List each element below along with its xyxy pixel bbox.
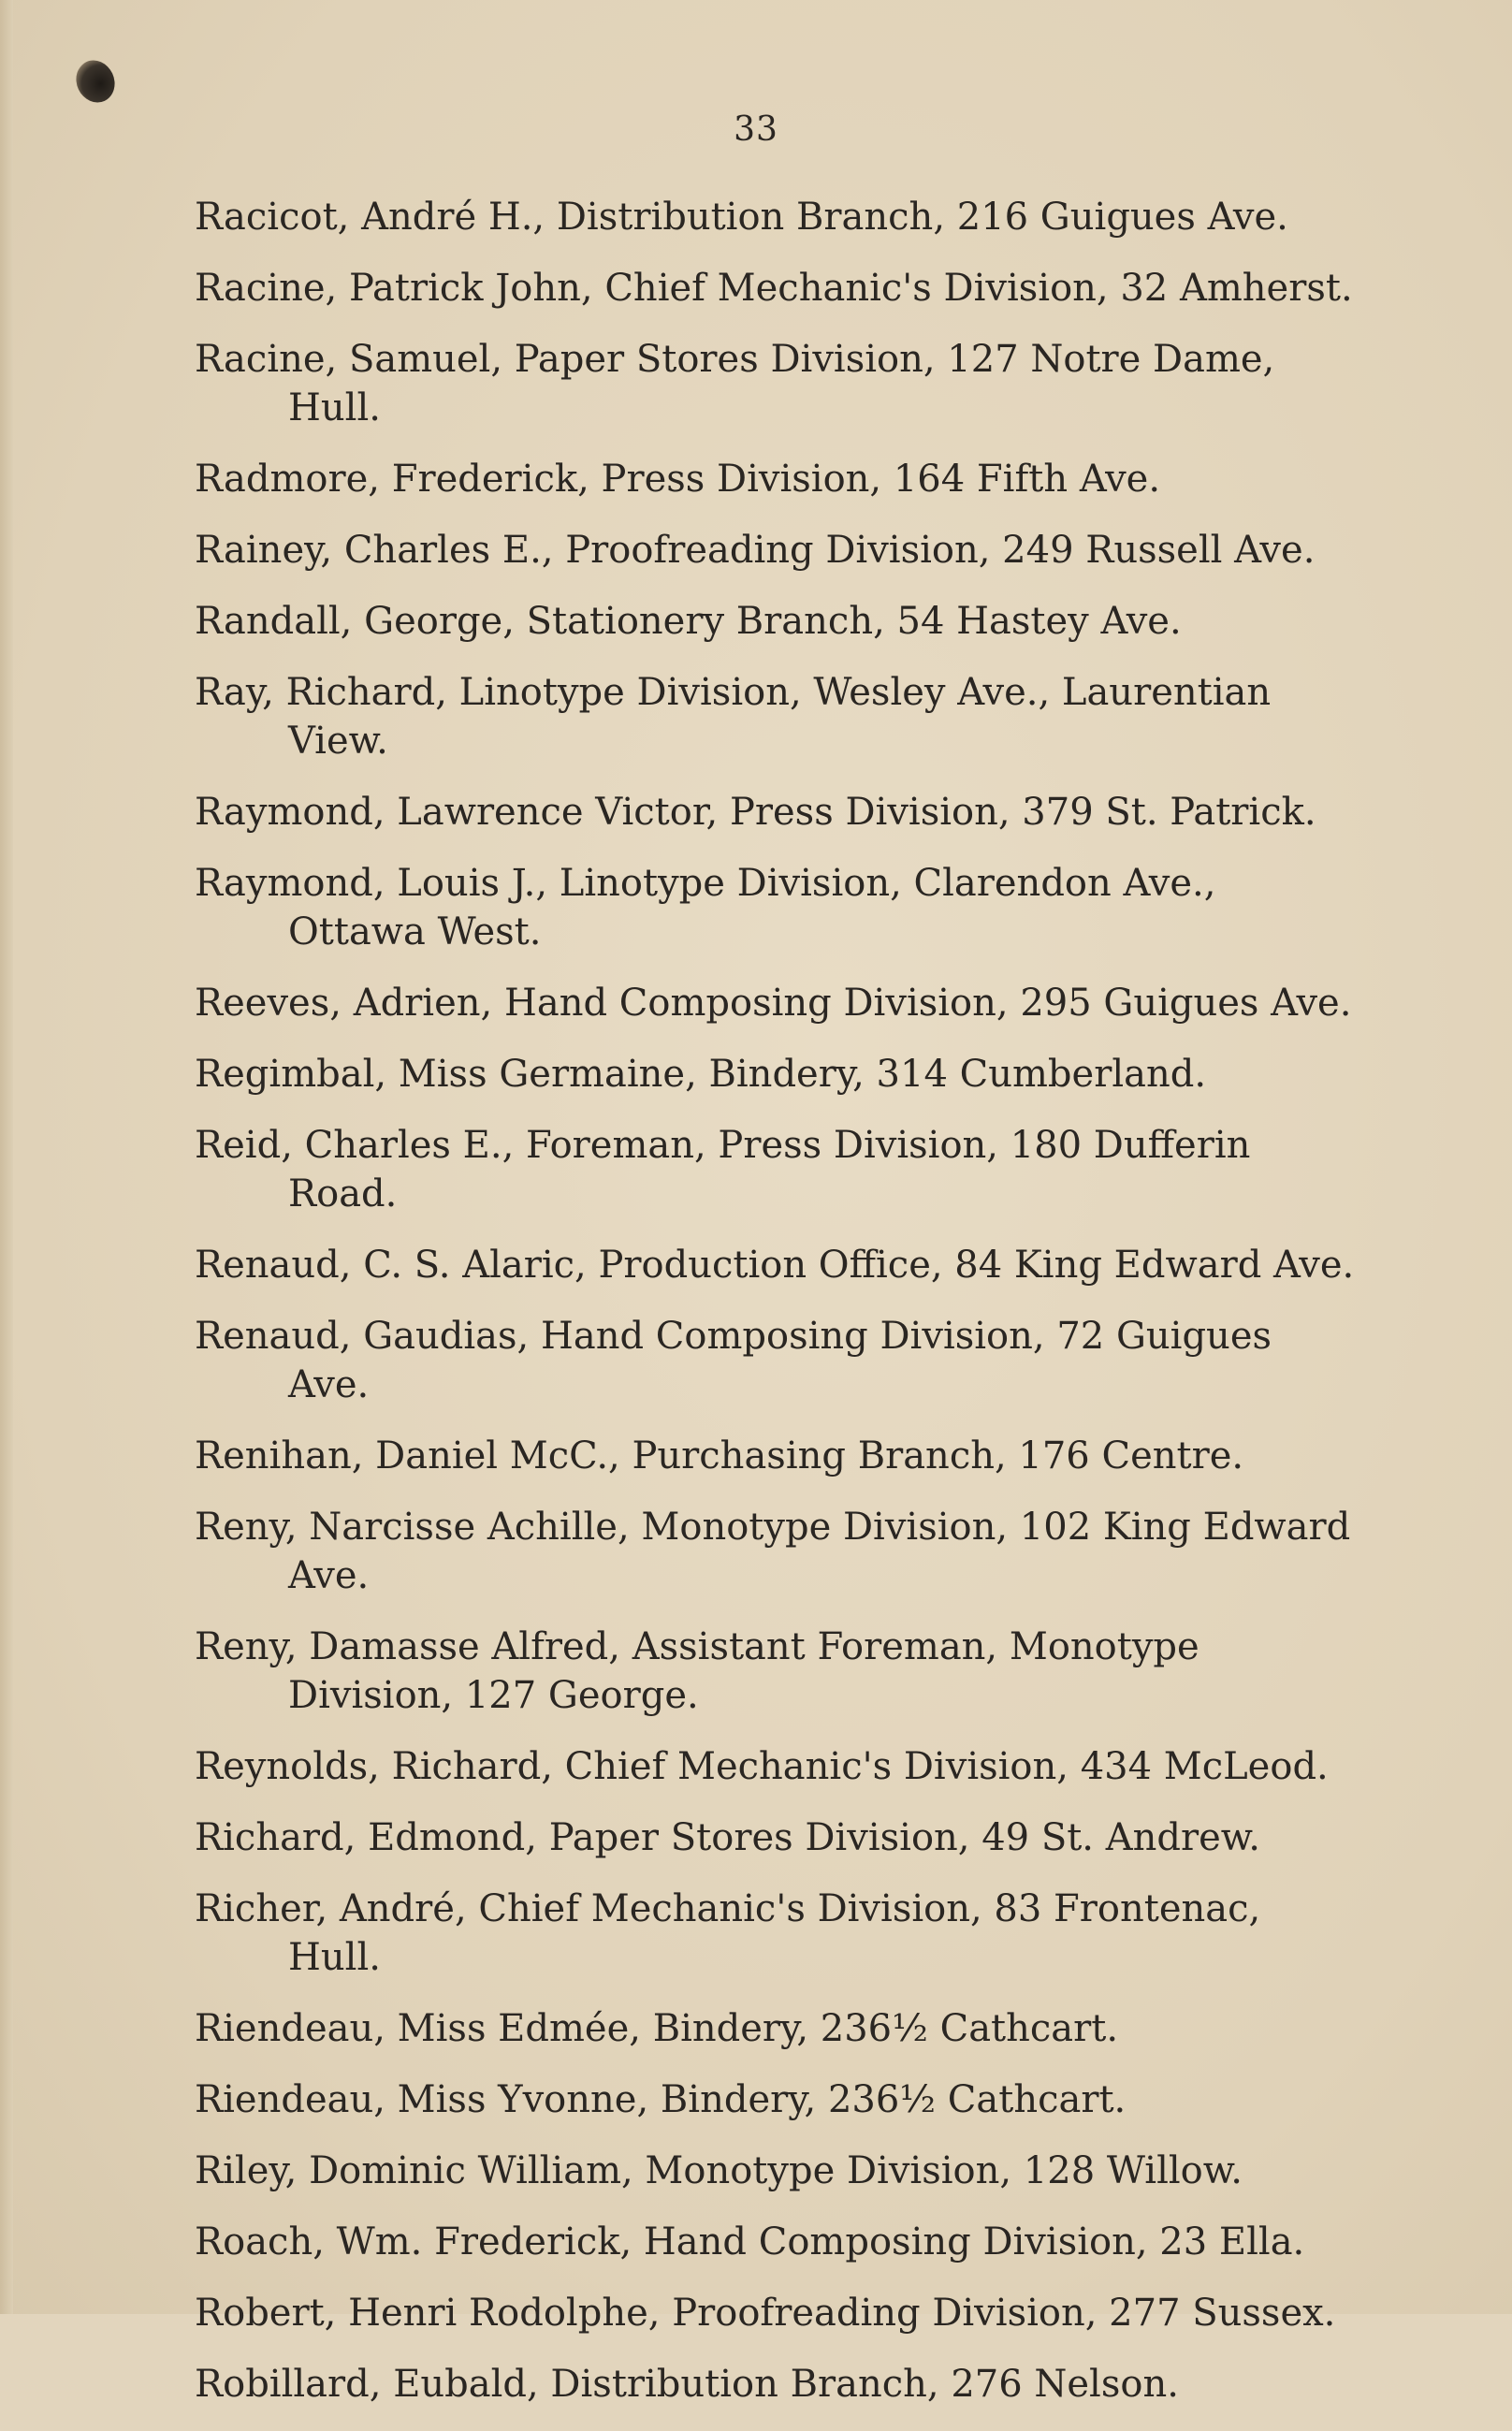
directory-entry: Renihan, Daniel McC., Purchasing Branch, 176 Centre. <box>195 1434 1244 1478</box>
directory-entry: Robillard, Eubald, Distribution Branch, 276 Nelson. <box>195 2363 1179 2406</box>
directory-entry: Renaud, Gaudias, Hand Composing Division, 72 Guigues Ave. <box>195 1315 1272 1406</box>
directory-entry: Reid, Charles E., Foreman, Press Division, 180 Dufferin Road. <box>195 1124 1251 1216</box>
directory-entry: Racine, Patrick John, Chief Mechanic's Division, 32 Amherst. <box>195 267 1353 310</box>
directory-entry: Regimbal, Miss Germaine, Bindery, 314 Cumberland. <box>195 1053 1207 1096</box>
directory-entry: Riendeau, Miss Yvonne, Bindery, 236½ Cathcart. <box>195 2078 1127 2121</box>
directory-entry: Robert, Henri Rodolphe, Proofreading Division, 277 Sussex. <box>195 2292 1336 2335</box>
directory-entry: Roach, Wm. Frederick, Hand Composing Division, 23 Ella. <box>195 2220 1305 2264</box>
directory-entry: Riley, Dominic William, Monotype Division, 128 Willow. <box>195 2149 1243 2192</box>
punch-hole-mark <box>69 54 122 109</box>
binding-edge <box>0 0 13 2314</box>
directory-entry: Racine, Samuel, Paper Stores Division, 127 Notre Dame, Hull. <box>195 338 1275 429</box>
directory-entry: Ray, Richard, Linotype Division, Wesley Ave., Laurentian View. <box>195 671 1272 763</box>
page-number: 33 <box>734 110 778 149</box>
directory-entry: Richer, André, Chief Mechanic's Division, 83 Frontenac, Hull. <box>195 1887 1261 1979</box>
directory-entry: Renaud, C. S. Alaric, Production Office, 84 King Edward Ave. <box>195 1244 1355 1287</box>
directory-entry: Reeves, Adrien, Hand Composing Division, 295 Guigues Ave. <box>195 982 1352 1025</box>
directory-entry: Radmore, Frederick, Press Division, 164 Fifth Ave. <box>195 458 1161 501</box>
directory-entry: Randall, George, Stationery Branch, 54 Hastey Ave. <box>195 600 1182 643</box>
directory-list <box>195 193 1355 2431</box>
directory-entry: Richard, Edmond, Paper Stores Division, 49 St. Andrew. <box>195 1816 1260 1859</box>
directory-entry: Rainey, Charles E., Proofreading Division, 249 Russell Ave. <box>195 529 1316 572</box>
directory-entry: Raymond, Louis J., Linotype Division, Clarendon Ave., Ottawa West. <box>195 862 1216 953</box>
directory-entry: Reny, Narcisse Achille, Monotype Division, 102 King Edward Ave. <box>195 1506 1351 1597</box>
directory-entry: Riendeau, Miss Edmée, Bindery, 236½ Cathcart. <box>195 2007 1119 2050</box>
directory-entry: Raymond, Lawrence Victor, Press Division, 379 St. Patrick. <box>195 791 1316 834</box>
directory-entry: Racicot, André H., Distribution Branch, 216 Guigues Ave. <box>195 196 1288 239</box>
directory-entry: Reny, Damasse Alfred, Assistant Foreman, Monotype Division, 127 George. <box>195 1625 1199 1717</box>
directory-entry: Reynolds, Richard, Chief Mechanic's Division, 434 McLeod. <box>195 1745 1329 1788</box>
